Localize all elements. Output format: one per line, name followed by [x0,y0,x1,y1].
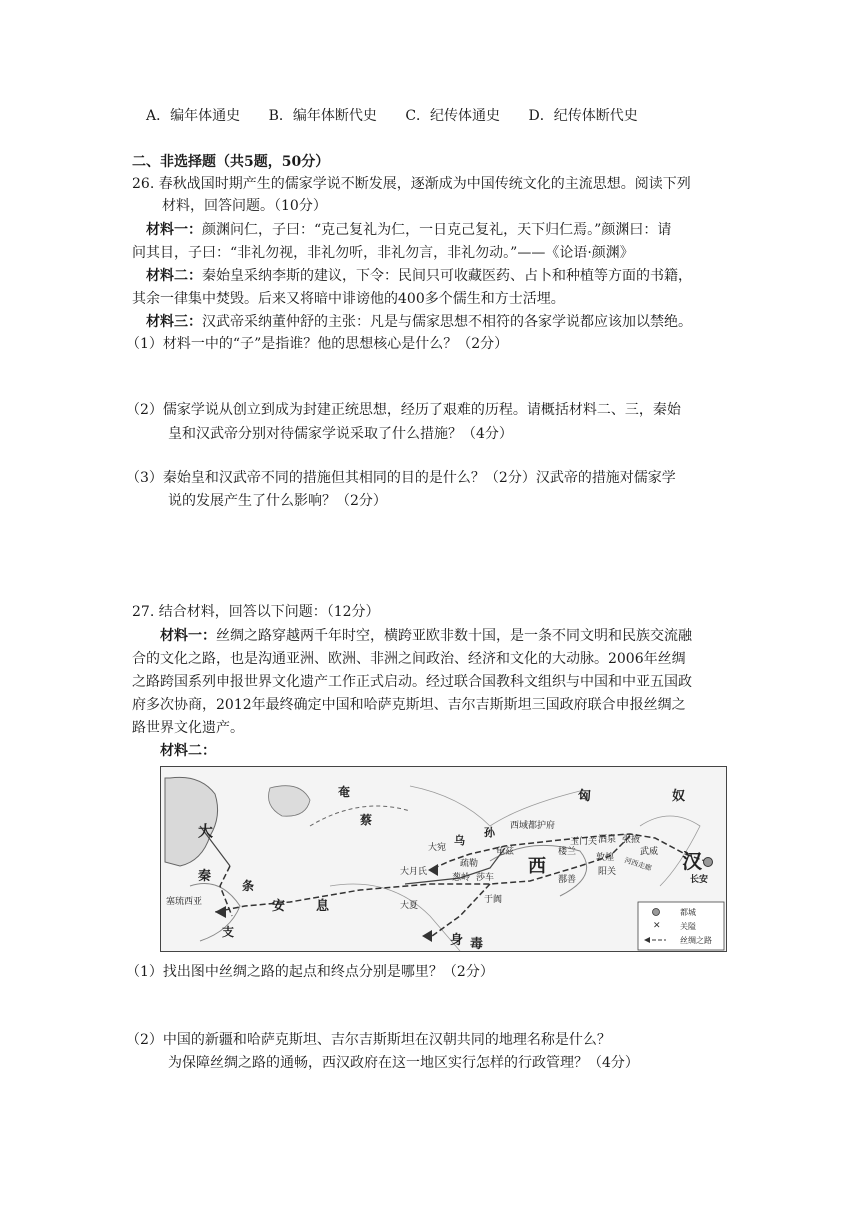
map-place-shanshan: 鄯善 [558,875,577,885]
q27-material1-line3: 之路跨国系列申报世界文化遗产工作正式启动。经过联合国教科文组织与中国和中亚五国政 [132,674,692,690]
map-place-jiuquan: 酒泉 [598,835,617,845]
q26-stem-line1: 26. 春秋战国时期产生的儒家学说不断发展，逐渐成为中国传统文化的主流思想。阅读下列 [132,176,691,192]
map-place-yutian: 于阗 [484,895,503,905]
map-label-anxi-1: 安 [272,899,286,914]
q26-sub2-line2: 皇和汉武帝分别对待儒家学说采取了什么措施？（4分） [168,426,513,442]
q26-sub1: （1）材料一中的“子”是指谁？他的思想核心是什么？（2分） [126,336,509,352]
map-place-dawan: 大宛 [428,843,447,853]
q27-sub2-line2: 为保障丝绸之路的通畅，西汉政府在这一地区实行怎样的行政管理？（4分） [168,1055,639,1071]
legend-route: 丝绸之路 [680,936,712,945]
map-place-hexi: 河西走廊 [623,856,653,873]
q26-material2-line2: 其余一律集中焚毁。后来又将暗中诽谤他的400多个儒生和方士活埋。 [132,291,565,307]
q26-stem-line2: 材料，回答问题。（10分） [162,198,327,214]
material-label: 材料二： [146,268,202,284]
q26-material2-line1 [146,266,692,286]
map-place-dayuezhi: 大月氏 [400,867,428,877]
section-title: 二、非选择题（共5题，50分） [132,154,330,170]
q27-material1-line4: 府多次协商，2012年最终确定中国和哈萨克斯坦、吉尔吉斯斯坦三国政府联合申报丝绸之 [132,697,686,713]
silk-road-map [160,766,727,952]
q26-sub2-line1: （2）儒家学说从创立到成为封建正统思想，经历了艰难的历程。请概括材料二、三，秦始 [126,402,681,418]
svg-text:✕: ✕ [653,921,661,931]
map-label-xiongnu-1: 匈 [578,789,592,804]
q27-stem: 27. 结合材料，回答以下问题：（12分） [132,604,380,620]
map-label-daqin-1: 大 [198,822,214,840]
map-label-daqin-2: 秦 [198,869,212,884]
map-label-yan: 奄 [338,785,351,799]
map-place-congling: 葱岭 [452,873,471,883]
material-text: 颜渊问仁，子曰：“克己复礼为仁，一日克己复礼，天下归仁焉。”颜渊曰：请 [202,222,672,238]
material-text: 丝绸之路穿越两千年时空，横跨亚欧非数十国，是一条不同文明和民族交流融 [216,628,692,644]
q27-sub2-line1: （2）中国的新疆和哈萨克斯坦、吉尔吉斯斯坦在汉朝共同的地理名称是什么？ [126,1032,611,1048]
q26-sub3-line2: 说的发展产生了什么影响？（2分） [168,493,387,509]
map-label-xiongnu-2: 奴 [672,789,686,804]
q26-material1-line2: 问其目，子曰：“非礼勿视，非礼勿听，非礼勿言，非礼勿动。”——《论语·颜渊》 [132,245,634,261]
option-c: C．纪传体通史 [405,108,501,124]
q26-material1-line1 [146,220,671,240]
map-label-han: 汉 [682,849,702,873]
q27-material2-label: 材料二： [160,743,216,759]
map-place-shule: 疏勒 [460,859,479,869]
map-place-guizi: 龟兹 [496,847,515,857]
map-label-tiaozhi-2: 支 [222,925,235,939]
map-label-shendu-1: 身 [450,933,464,948]
map-label-tiaozhi-1: 条 [242,879,255,893]
material-label: 材料三： [146,314,202,330]
map-place-loulan: 楼兰 [558,847,577,857]
map-place-saijiuxiya: 塞琉西亚 [166,897,203,907]
legend-capital: 都城 [680,908,696,917]
material-label: 材料一： [146,222,202,238]
option-d: D．纪传体断代史 [528,108,638,124]
map-label-shendu-2: 毒 [470,937,484,952]
map-place-daxia: 大夏 [400,901,419,911]
map-place-wuwei: 武威 [640,847,659,857]
q27-material1-line5: 路世界文化遗产。 [132,720,244,736]
q26-material3-line1 [146,312,692,332]
material-label: 材料一： [160,628,216,644]
map-label-wu: 乌 [454,834,465,847]
q27-material1-line2: 合的文化之路，也是沟通亚洲、欧洲、非洲之间政治、经济和文化的大动脉。2006年丝绸 [132,651,686,667]
silk-road-map-svg [160,766,727,952]
q26-sub3-line1: （3）秦始皇和汉武帝不同的措施但其相同的目的是什么？（2分）汉武帝的措施对儒家学 [126,470,676,486]
option-b: B．编年体断代史 [268,108,377,124]
map-label-xi: 西 [528,856,546,877]
map-place-yangguan: 阳关 [598,867,617,877]
map-place-xiyu-duhufu: 西域都护府 [510,821,556,831]
map-label-sun: 孙 [484,826,495,839]
map-place-zhangye: 张掖 [622,835,641,845]
legend-pass: 关隘 [680,922,696,931]
material-text: 秦始皇采纳李斯的建议，下令：民间只可收藏医药、占卜和种植等方面的书籍， [202,268,692,284]
map-label-cai: 蔡 [360,813,373,827]
material-text: 汉武帝采纳董仲舒的主张：凡是与儒家思想不相符的各家学说都应该加以禁绝。 [202,314,692,330]
map-label-anxi-2: 息 [316,899,330,914]
option-a: A．编年体通史 [146,108,241,124]
q27-material1-line1 [160,626,692,646]
map-place-changan: 长安 [690,875,709,885]
q25-options [146,106,662,126]
map-place-dunhuang: 敦煌 [596,853,615,863]
map-place-shache: 莎车 [476,873,495,883]
q27-sub1: （1）找出图中丝绸之路的起点和终点分别是哪里？（2分） [126,964,494,980]
map-place-yumenguan: 玉门关 [570,837,598,847]
